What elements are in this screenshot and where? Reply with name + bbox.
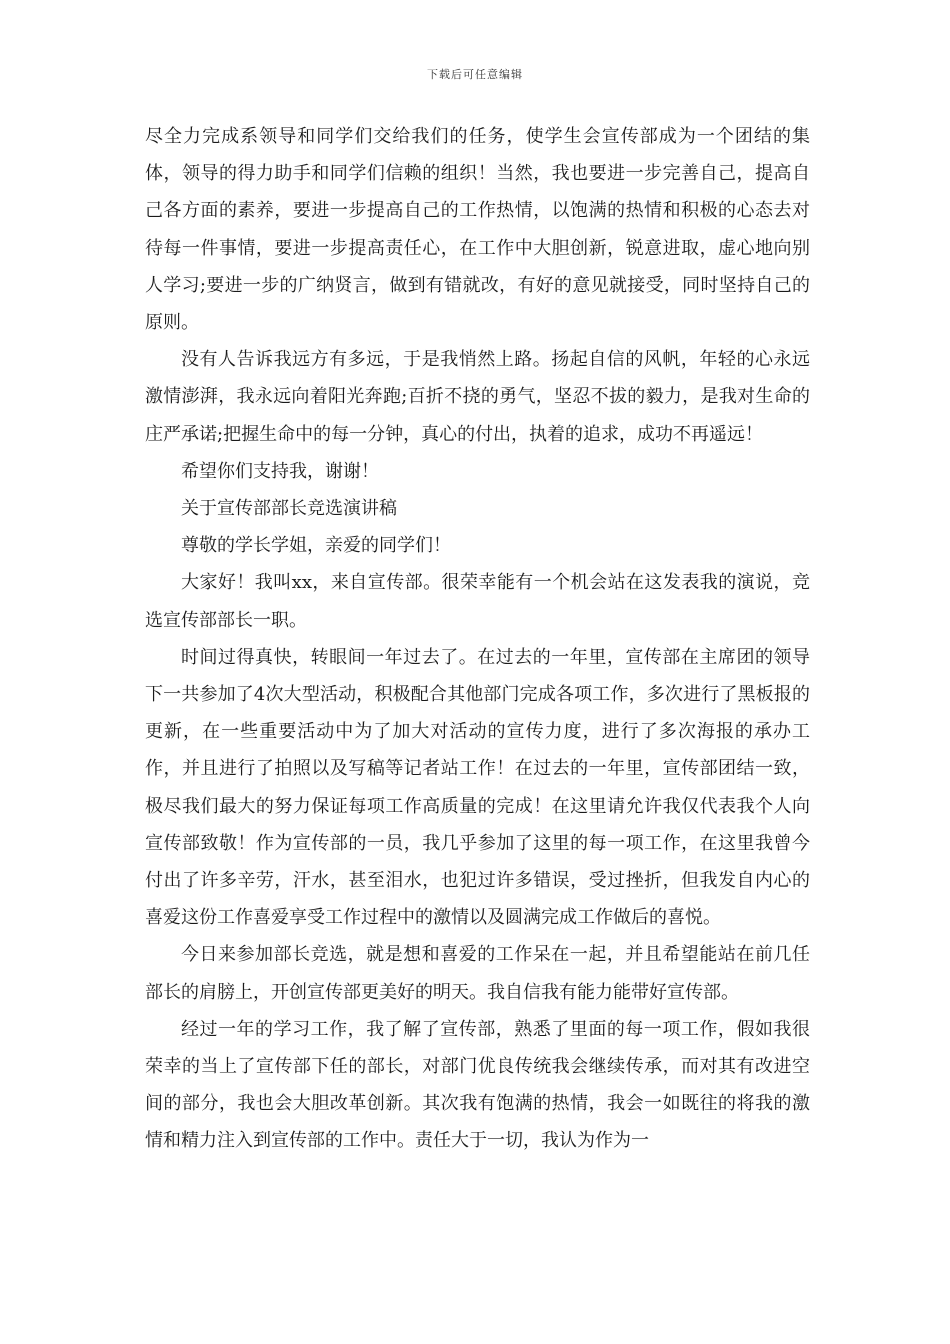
paragraph-4-title: 关于宣传部部长竞选演讲稿 xyxy=(181,498,397,520)
paragraph-5-salutation: 尊敬的学长学姐，亲爱的同学们！ xyxy=(181,535,451,557)
paragraph-7: 时间过得真快，转眼间一年过去了。在过去的一年里，宣传部在主席团的领导下一共参加了4次大型活动，积极配合其他部门完成各项工作，多次进行了黑板报的更新，在一些重要活动中为了加大对活动的宣传力度，进行了多次海报的承办工作，并且进行了拍照以及写稿等记者站工作！在过去的一年里，宣传部团结一致，极尽我们最大的努力保证每项工作高质量的完成！在这里请允许我仅代表我个人向宣传部致敬！作为宣传部的一员，我几乎参加了这里的每一项工作，在这里我曾今付出了许多辛劳，汗水，甚至泪水，也犯过许多错误，受过挫折，但我发自内心的喜爱这份工作喜爱享受工作过程中的激情以及圆满完成工作做后的喜悦。 xyxy=(145,646,810,929)
paragraph-6: 大家好！我叫xx，来自宣传部。很荣幸能有一个机会站在这发表我的演说，竞选宣传部部长一职。 xyxy=(145,572,810,631)
paragraph-9: 经过一年的学习工作，我了解了宣传部，熟悉了里面的每一项工作，假如我很荣幸的当上了宣传部下任的部长，对部门优良传统我会继续传承，而对其有改进空间的部分，我也会大胆改革创新。其次我有饱满的热情，我会一如既往的将我的激情和精力注入到宣传部的工作中。责任大于一切，我认为作为一 xyxy=(145,1018,810,1152)
paragraph-8: 今日来参加部长竞选，就是想和喜爱的工作呆在一起，并且希望能站在前几任部长的肩膀上，开创宣传部更美好的明天。我自信我有能力能带好宣传部。 xyxy=(145,944,810,1003)
paragraph-2: 没有人告诉我远方有多远，于是我悄然上路。扬起自信的风帆，年轻的心永远激情澎湃，我永远向着阳光奔跑;百折不挠的勇气，坚忍不拔的毅力，是我对生命的庄严承诺;把握生命中的每一分钟，真心的付出，执着的追求，成功不再遥远！ xyxy=(145,349,810,445)
page-header: 下载后可任意编辑 xyxy=(427,68,523,81)
paragraph-1: 尽全力完成系领导和同学们交给我们的任务，使学生会宣传部成为一个团结的集体，领导的得力助手和同学们信赖的组织！当然，我也要进一步完善自己，提高自己各方面的素养，要进一步提高自己的工作热情，以饱满的热情和积极的心态去对待每一件事情，要进一步提高责任心，在工作中大胆创新，锐意进取，虚心地向别人学习;要进一步的广纳贤言，做到有错就改，有好的意见就接受，同时坚持自己的原则。 xyxy=(145,126,810,334)
document-body xyxy=(145,118,810,1160)
paragraph-3: 希望你们支持我，谢谢！ xyxy=(181,460,379,482)
